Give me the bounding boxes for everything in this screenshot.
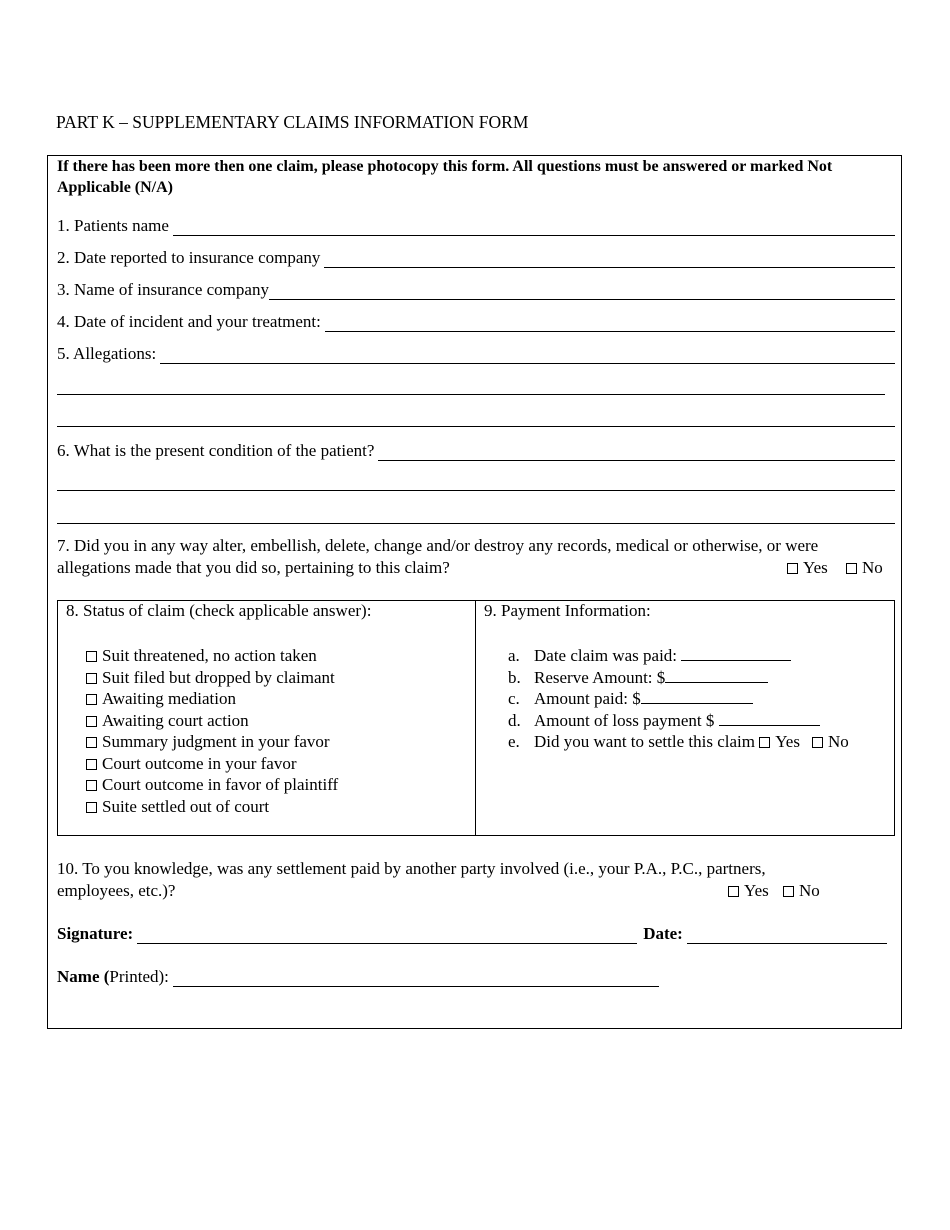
q10-text-line-1: 10. To you knowledge, was any settlement paid by another party involved (i.e., your P.A., P.C., partners,	[57, 859, 766, 878]
date-reported-row	[57, 246, 895, 268]
checkbox-icon[interactable]	[86, 737, 97, 748]
incident-date-field[interactable]	[325, 315, 895, 332]
signature-row	[57, 922, 887, 944]
yes-label: Yes	[775, 732, 800, 751]
item-letter: c.	[508, 689, 520, 708]
no-label: No	[862, 558, 883, 577]
condition-line-3[interactable]	[57, 523, 895, 524]
status-column	[58, 601, 476, 835]
no-label: No	[827, 732, 849, 751]
checkbox-icon[interactable]	[86, 694, 97, 705]
status-option[interactable]	[86, 774, 338, 796]
no-label: No	[799, 881, 820, 900]
date-reported-field[interactable]	[324, 251, 895, 268]
payment-item-date-paid	[508, 645, 849, 667]
checkbox-icon[interactable]	[86, 780, 97, 791]
claims-form	[47, 155, 902, 1029]
status-option[interactable]	[86, 645, 338, 667]
status-label: Court outcome in favor of plaintiff	[102, 775, 339, 794]
checkbox-icon[interactable]	[812, 737, 823, 748]
date-paid-field[interactable]	[681, 646, 791, 661]
incident-date-label: 4. Date of incident and your treatment:	[57, 312, 321, 331]
printed-name-field[interactable]	[173, 970, 659, 987]
payment-item-reserve	[508, 667, 849, 689]
status-label: Awaiting court action	[102, 710, 249, 730]
insurance-company-label: 3. Name of insurance company	[57, 280, 269, 299]
checkbox-icon[interactable]	[86, 651, 97, 662]
printed-name-row	[57, 965, 659, 987]
name-label: Name (	[57, 967, 110, 986]
status-option[interactable]	[86, 710, 338, 732]
status-label: Awaiting mediation	[102, 689, 236, 708]
form-instructions: If there has been more then one claim, please photocopy this form. All questions must be answered or marked Not Applicable (N/A)	[57, 158, 833, 196]
status-label: Suite settled out of court	[102, 796, 270, 816]
condition-line-2[interactable]	[57, 490, 895, 491]
checkbox-icon[interactable]	[787, 563, 798, 574]
allegations-field[interactable]	[160, 347, 895, 364]
status-label: Court outcome in your favor	[102, 753, 297, 773]
signature-date-field[interactable]	[687, 927, 887, 944]
item-label: Amount paid: $	[534, 689, 641, 708]
insurance-company-field[interactable]	[269, 283, 895, 300]
condition-label: 6. What is the present condition of the patient?	[57, 441, 375, 460]
incident-date-row	[57, 310, 895, 332]
payment-item-settle	[508, 731, 849, 753]
patient-name-field[interactable]	[173, 219, 895, 236]
checkbox-icon[interactable]	[86, 673, 97, 684]
checkbox-icon[interactable]	[783, 886, 794, 897]
checkbox-icon[interactable]	[846, 563, 857, 574]
item-letter: b.	[508, 667, 521, 687]
q10-text-line-2: employees, etc.)?	[57, 881, 176, 900]
signature-field[interactable]	[137, 927, 637, 944]
name-printed-label: Printed):	[109, 967, 169, 986]
condition-field[interactable]	[378, 444, 895, 461]
amount-paid-field[interactable]	[641, 689, 753, 704]
condition-row	[57, 439, 895, 461]
status-label: Summary judgment in your favor	[102, 732, 330, 751]
status-option[interactable]	[86, 688, 338, 710]
payment-item-loss-payment	[508, 710, 849, 732]
date-label: Date:	[643, 924, 683, 943]
status-title: 8. Status of claim (check applicable answer):	[66, 601, 372, 620]
item-letter: d.	[508, 710, 521, 730]
q7-answer	[787, 558, 883, 578]
checkbox-icon[interactable]	[728, 886, 739, 897]
status-label: Suit threatened, no action taken	[102, 646, 317, 665]
q7-yes-option[interactable]	[787, 558, 828, 578]
payment-item-amount-paid	[508, 688, 849, 710]
insurance-company-row	[57, 278, 895, 300]
status-option[interactable]	[86, 667, 338, 689]
patient-name-row	[57, 214, 895, 236]
form-title: PART K – SUPPLEMENTARY CLAIMS INFORMATION FORM	[56, 112, 529, 132]
signature-label: Signature:	[57, 924, 134, 943]
q10-no-option[interactable]	[783, 881, 820, 901]
item-letter: a.	[508, 646, 520, 665]
patient-name-label: 1. Patients name	[57, 216, 169, 235]
q10-answer	[728, 881, 820, 901]
yes-label: Yes	[744, 881, 769, 900]
yes-label: Yes	[803, 558, 828, 577]
settle-no-option[interactable]	[812, 731, 849, 753]
q10-yes-option[interactable]	[728, 881, 769, 901]
q7-no-option[interactable]	[846, 558, 883, 578]
checkbox-icon[interactable]	[86, 716, 97, 727]
payment-list	[508, 645, 849, 753]
item-letter: e.	[508, 732, 520, 751]
status-option[interactable]	[86, 731, 338, 753]
status-option[interactable]	[86, 796, 338, 818]
item-label: Amount of loss payment $	[534, 710, 715, 730]
checkbox-icon[interactable]	[86, 759, 97, 770]
payment-title: 9. Payment Information:	[484, 601, 651, 620]
allegations-row	[57, 342, 895, 364]
checkbox-icon[interactable]	[759, 737, 770, 748]
allegations-label: 5. Allegations:	[57, 344, 157, 363]
checkbox-icon[interactable]	[86, 802, 97, 813]
date-reported-label: 2. Date reported to insurance company	[57, 248, 321, 267]
status-option[interactable]	[86, 753, 338, 775]
status-list	[86, 645, 338, 817]
status-payment-table	[57, 600, 895, 836]
q7-text-line-1: 7. Did you in any way alter, embellish, delete, change and/or destroy any records, medical or otherwise, or were	[57, 536, 819, 555]
allegations-line-3[interactable]	[57, 426, 895, 427]
item-label: Date claim was paid:	[534, 646, 678, 665]
reserve-amount-field[interactable]	[665, 668, 768, 683]
allegations-line-2[interactable]	[57, 394, 885, 395]
q7-text-line-2: allegations made that you did so, pertaining to this claim?	[57, 558, 450, 577]
item-label: Reserve Amount: $	[534, 667, 666, 687]
loss-payment-field[interactable]	[719, 711, 820, 726]
settle-yes-option[interactable]	[759, 731, 800, 753]
status-label: Suit filed but dropped by claimant	[102, 667, 335, 687]
item-label: Did you want to settle this claim	[534, 732, 755, 751]
payment-column	[476, 601, 894, 835]
